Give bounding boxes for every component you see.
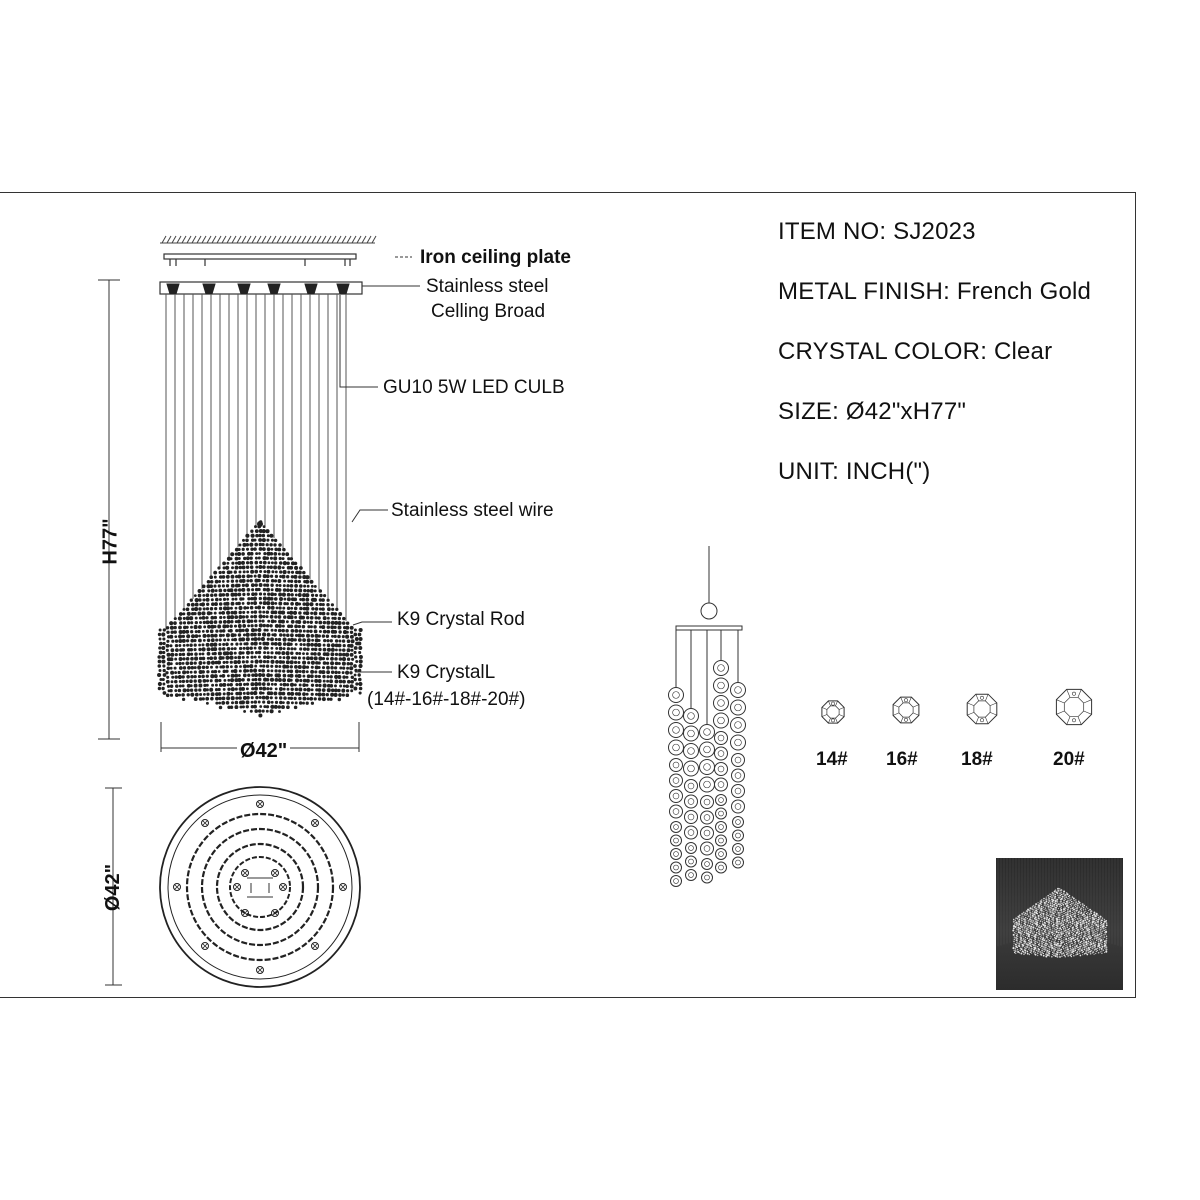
height-label: H77": [99, 518, 122, 565]
callout-wire: Stainless steel wire: [391, 500, 554, 521]
callout-crystal-line2: (14#-16#-18#-20#): [367, 689, 526, 710]
spec-item-no: ITEM NO: SJ2023: [778, 218, 976, 245]
size-label-16: 16#: [886, 749, 918, 770]
plan-view: [160, 787, 360, 987]
crystal-cluster: [157, 520, 363, 717]
chandelier-photo-graphic: [996, 858, 1123, 990]
size-label-14: 14#: [816, 749, 848, 770]
ceiling-hatch: [160, 236, 376, 243]
callout-rod: K9 Crystal Rod: [397, 609, 525, 630]
size-label-18: 18#: [961, 749, 993, 770]
spec-metal-finish: METAL FINISH: French Gold: [778, 278, 1092, 305]
height-dimension: [98, 280, 120, 739]
crystal-size-icons: [822, 689, 1092, 724]
callout-crystal-line1: K9 CrystalL: [397, 662, 496, 683]
spec-unit: UNIT: INCH("): [778, 458, 931, 485]
plan-diameter-label: Ø42": [102, 863, 125, 912]
spec-size: SIZE: Ø42"xH77": [778, 398, 967, 425]
single-strand-view: [669, 546, 746, 887]
callout-ceiling-plate: Iron ceiling plate: [420, 247, 571, 268]
callout-bulb: GU10 5W LED CULB: [383, 377, 565, 398]
callout-ceiling-board-line2: Celling Broad: [431, 301, 546, 322]
product-photo: [996, 858, 1123, 990]
size-label-20: 20#: [1053, 749, 1085, 770]
ceiling-board: [160, 282, 362, 294]
callout-ceiling-board-line1: Stainless steel: [426, 276, 549, 297]
width-label: Ø42": [237, 740, 290, 763]
spec-crystal-color: CRYSTAL COLOR: Clear: [778, 338, 1053, 365]
iron-ceiling-plate: [164, 254, 356, 266]
